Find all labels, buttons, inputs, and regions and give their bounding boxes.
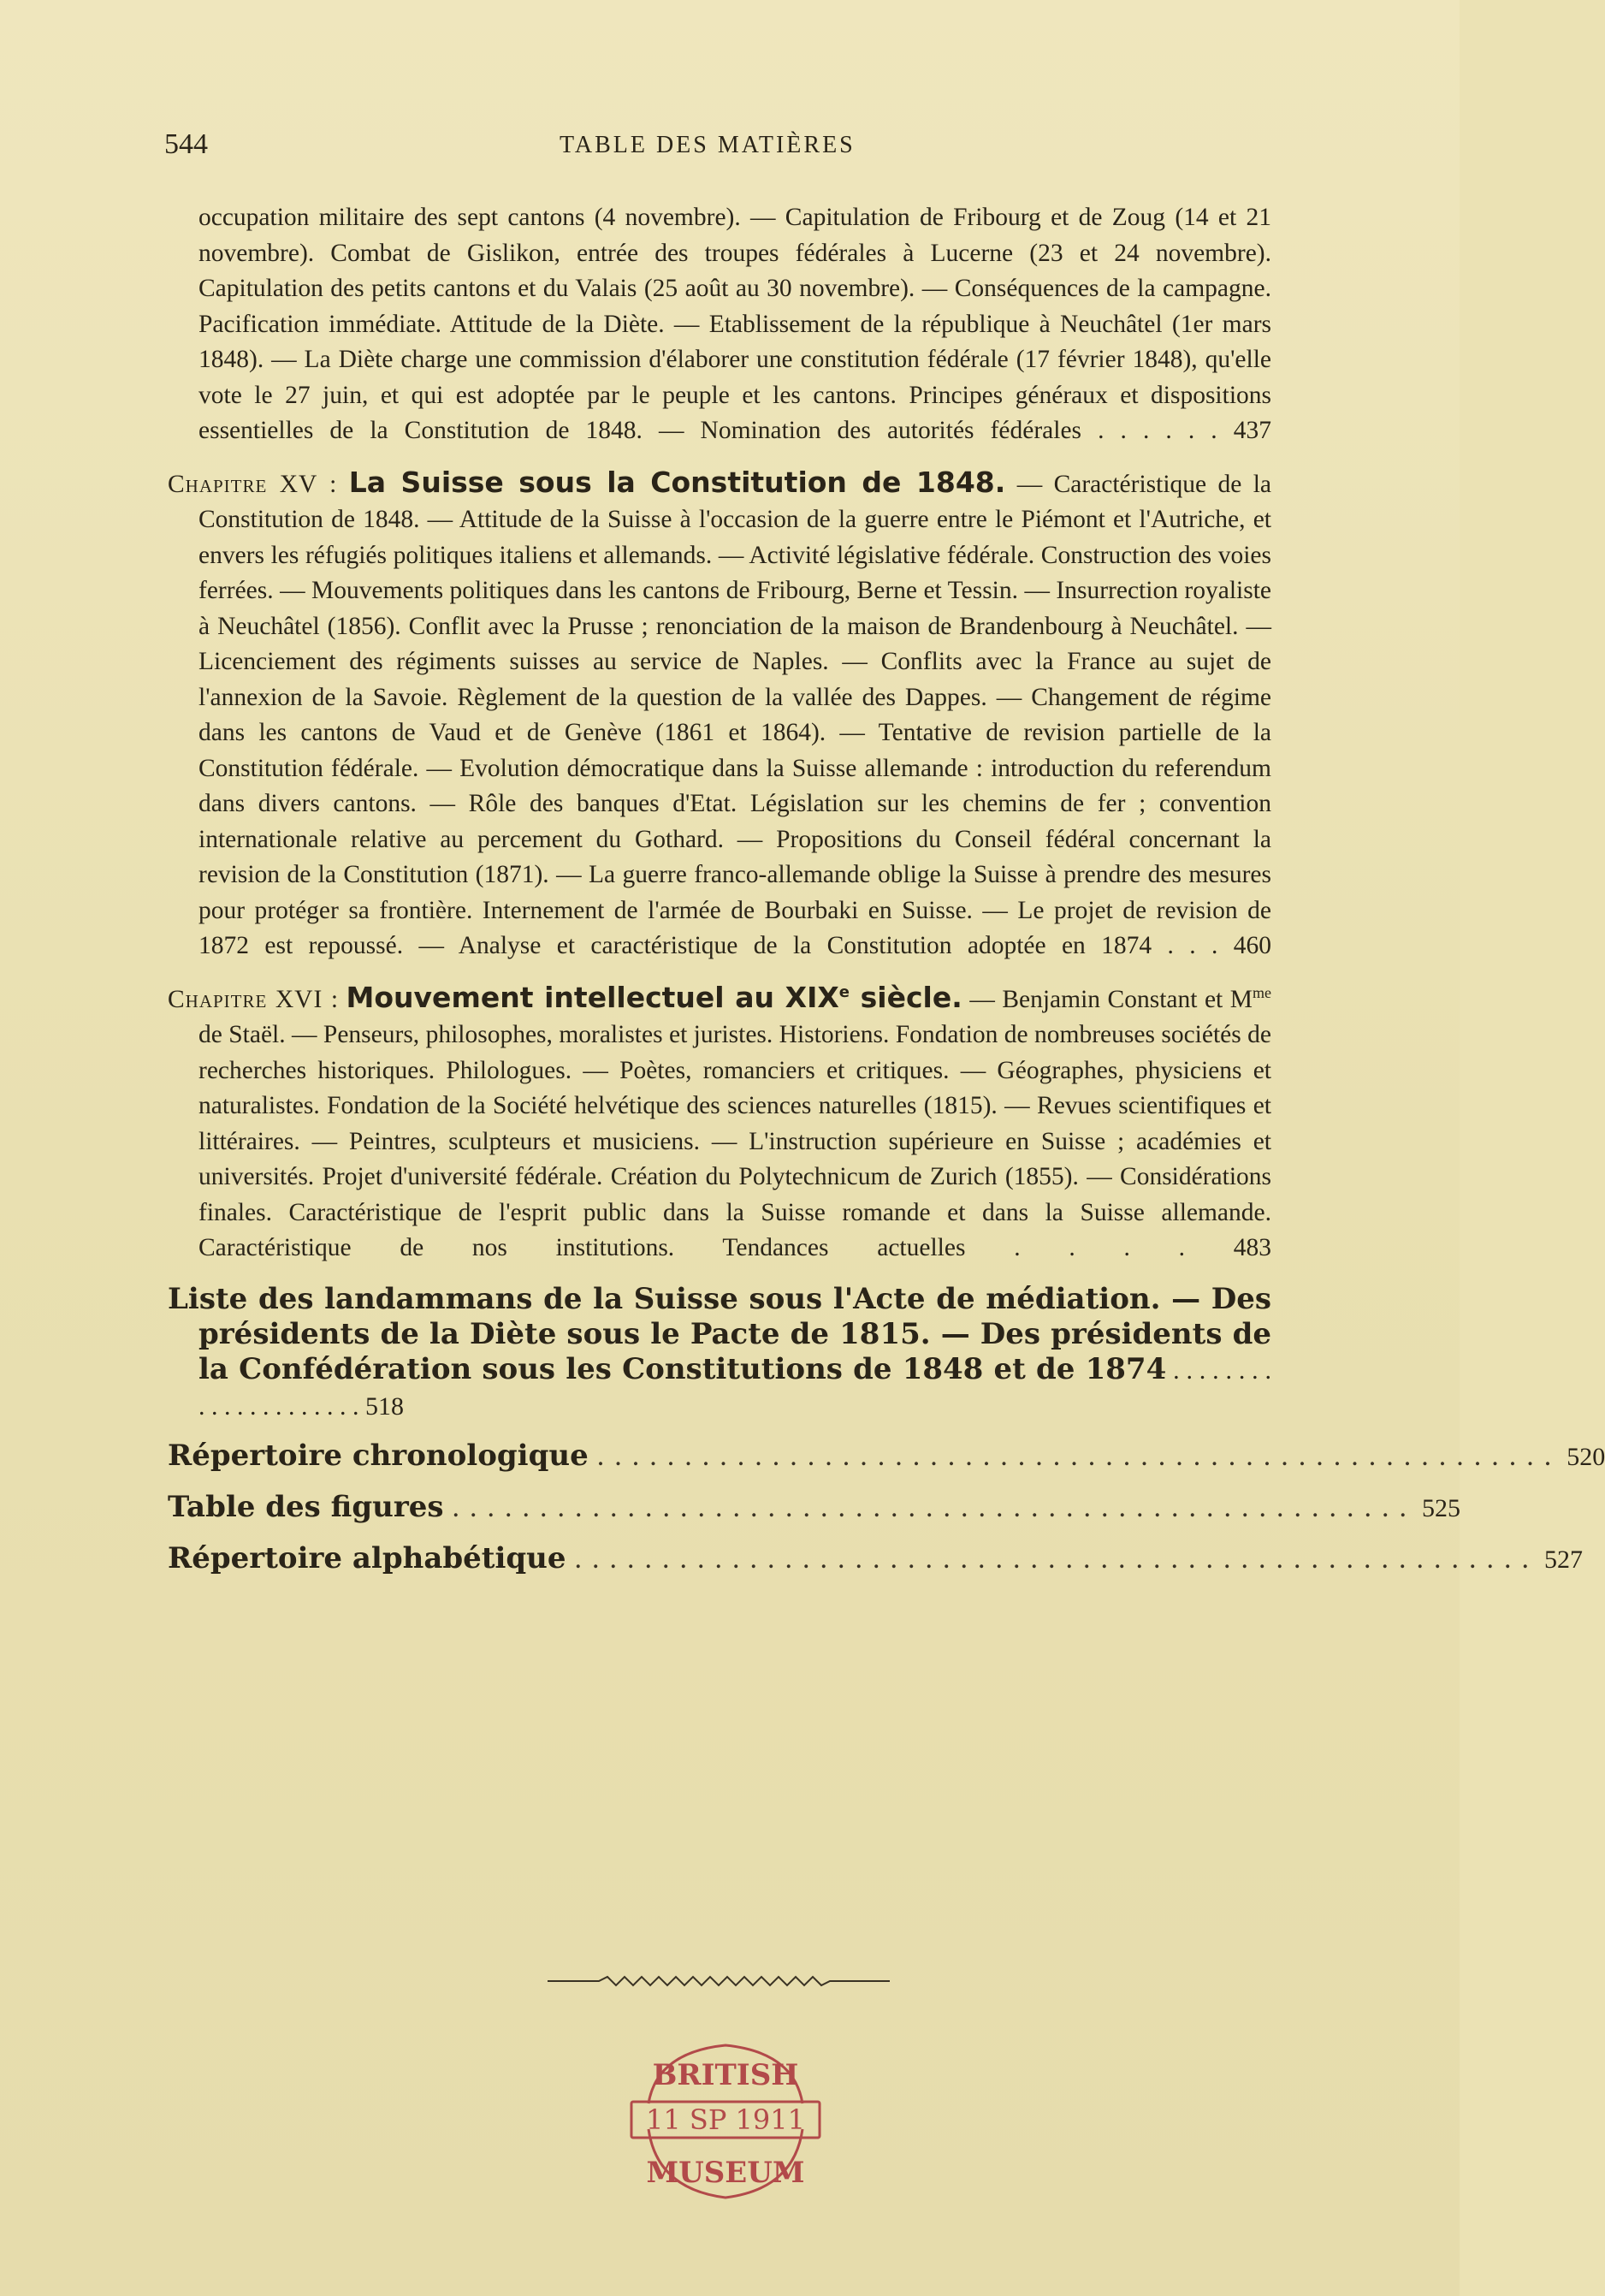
page-number: 544 bbox=[164, 128, 208, 160]
page-header bbox=[164, 128, 1276, 171]
chapter-title: La Suisse sous la Constitution de 1848. bbox=[348, 465, 1006, 499]
chapter-summary: — Caractéristique de la Constitution de 1848. — Attitude de la Suisse à l'occasion de la guerre entre le Piémont et l'Autriche, et envers les réfugiés politiques italiens et allemands. — Activité législative fédérale. Construction des voies ferrées. — Mouvements politiques dans les cantons de Fribourg, Berne et Tessin. — Insurrection royaliste à Neuchâtel (1856). Conflit avec la Prusse ; renonciation de la maison de Brandenbourg à Neuchâtel. — Licenciement des régiments suisses au service de Naples. — Conflits avec la France au sujet de l'annexion de la Savoie. Règlement de la question de la vallée des Dappes. — Changement de régime dans les cantons de Vaud et de Genève (1861 et 1864). — Tentative de revision partielle de la Constitution fédérale. — Evolution démocratique dans la Suisse allemande : introduction du referendum dans divers cantons. — Rôle des banques d'Etat. Législation sur les chemins de fer ; convention internationale relative au percement du Gothard. — Propositions du Conseil fédéral concernant la revision de la Constitution (1871). — La guerre franco-allemande oblige la Suisse à prendre des mesures pour protéger sa frontière. Internement de l'armée de Bourbaki en Suisse. — Le projet de revision de 1872 est repoussé. — Analyse et caractéristique de la Constitution adoptée en 1874 bbox=[198, 470, 1272, 959]
toc-entry-repertoire-chronologique: Répertoire chronologique ....................................................... 520 bbox=[168, 1438, 1605, 1473]
toc-final-entries bbox=[168, 1431, 1605, 1585]
stamp-bottom-text: MUSEUM bbox=[646, 2156, 805, 2190]
ornament-divider bbox=[548, 1968, 890, 1994]
toc-entry-table-des-figures: Table des figures ....................................................... 525 bbox=[168, 1489, 1461, 1524]
toc-chapter-15 bbox=[168, 465, 1271, 964]
chapter-label: Chapitre XVI : bbox=[168, 985, 340, 1013]
chapter-label: Chapitre XV : bbox=[168, 470, 338, 498]
stamp-date: 11 SP 1911 bbox=[646, 2103, 805, 2136]
toc-paragraph-continuation bbox=[168, 200, 1271, 449]
entry-title: Liste des landammans de la Suisse sous l'Acte de médiation. — Des présidents de la Diète sous le Pacte de 1815. — Des présidents de la Confédération sous les Constitutions de 1848 et de 1874 bbox=[168, 1281, 1271, 1386]
running-title: TABLE DES MATIÈRES bbox=[560, 132, 856, 158]
page-ref: . . . . . . . . . . . . . . . . . . . . . 518 bbox=[198, 1356, 1271, 1421]
toc-entry-repertoire-alphabetique: Répertoire alphabétique ....................................................... 527 bbox=[168, 1540, 1584, 1575]
toc-entry-landammans bbox=[168, 1282, 1271, 1424]
museum-stamp bbox=[623, 2035, 828, 2206]
stamp-top-text: BRITISH bbox=[652, 2058, 799, 2092]
chapter-summary: — Benjamin Constant et $M^{me}$ de Staël. — Penseurs, philosophes, moralistes et juristes. Historiens. Fondation de nombreuses sociétés de recherches historiques. Philologues. — Poètes, romanciers et critiques. — Géographes, physiciens et naturalistes. Fondation de la Société helvétique des sciences naturelles (1815). — Revues scientifiques et littéraires. — Peintres, sculpteurs et musiciens. — L'instruction supérieure en Suisse ; académies et universités. Projet d'université fédérale. Création du Polytechnicum de Zurich (1855). — Considérations finales. Caractéristique de l'esprit public dans la Suisse romande et dans la Suisse allemande. Caractéristique de nos institutions. Tendances actuelles bbox=[198, 983, 1272, 1261]
page-ref: . . . 460 bbox=[1152, 932, 1271, 959]
toc-content bbox=[168, 200, 1605, 1585]
page-ref: . . . . . . 437 bbox=[1081, 417, 1271, 444]
chapter-title: Mouvement intellectuel au XIXe siècle. bbox=[346, 980, 962, 1014]
toc-chapter-16 bbox=[168, 980, 1271, 1267]
page-ref: . . . . 483 bbox=[965, 1234, 1271, 1261]
continuation-text: occupation militaire des sept cantons (4 novembre). — Capitulation de Fribourg et de Zoug (14 et 21 novembre). Combat de Gislikon, entrée des troupes fédérales à Lucerne (23 et 24 novembre). Capitulation des petits cantons et du Valais (25 août au 30 novembre). — Conséquences de la campagne. Pacification immédiate. Attitude de la Diète. — Etablissement de la république à Neuchâtel (1er mars 1848). — La Diète charge une commission d'élaborer une constitution fédérale (17 février 1848), qu'elle vote le 27 juin, et qui est adoptée par le peuple et les cantons. Principes généraux et dispositions essentielles de la Constitution de 1848. — Nomination des autorités fédérales bbox=[198, 204, 1271, 444]
